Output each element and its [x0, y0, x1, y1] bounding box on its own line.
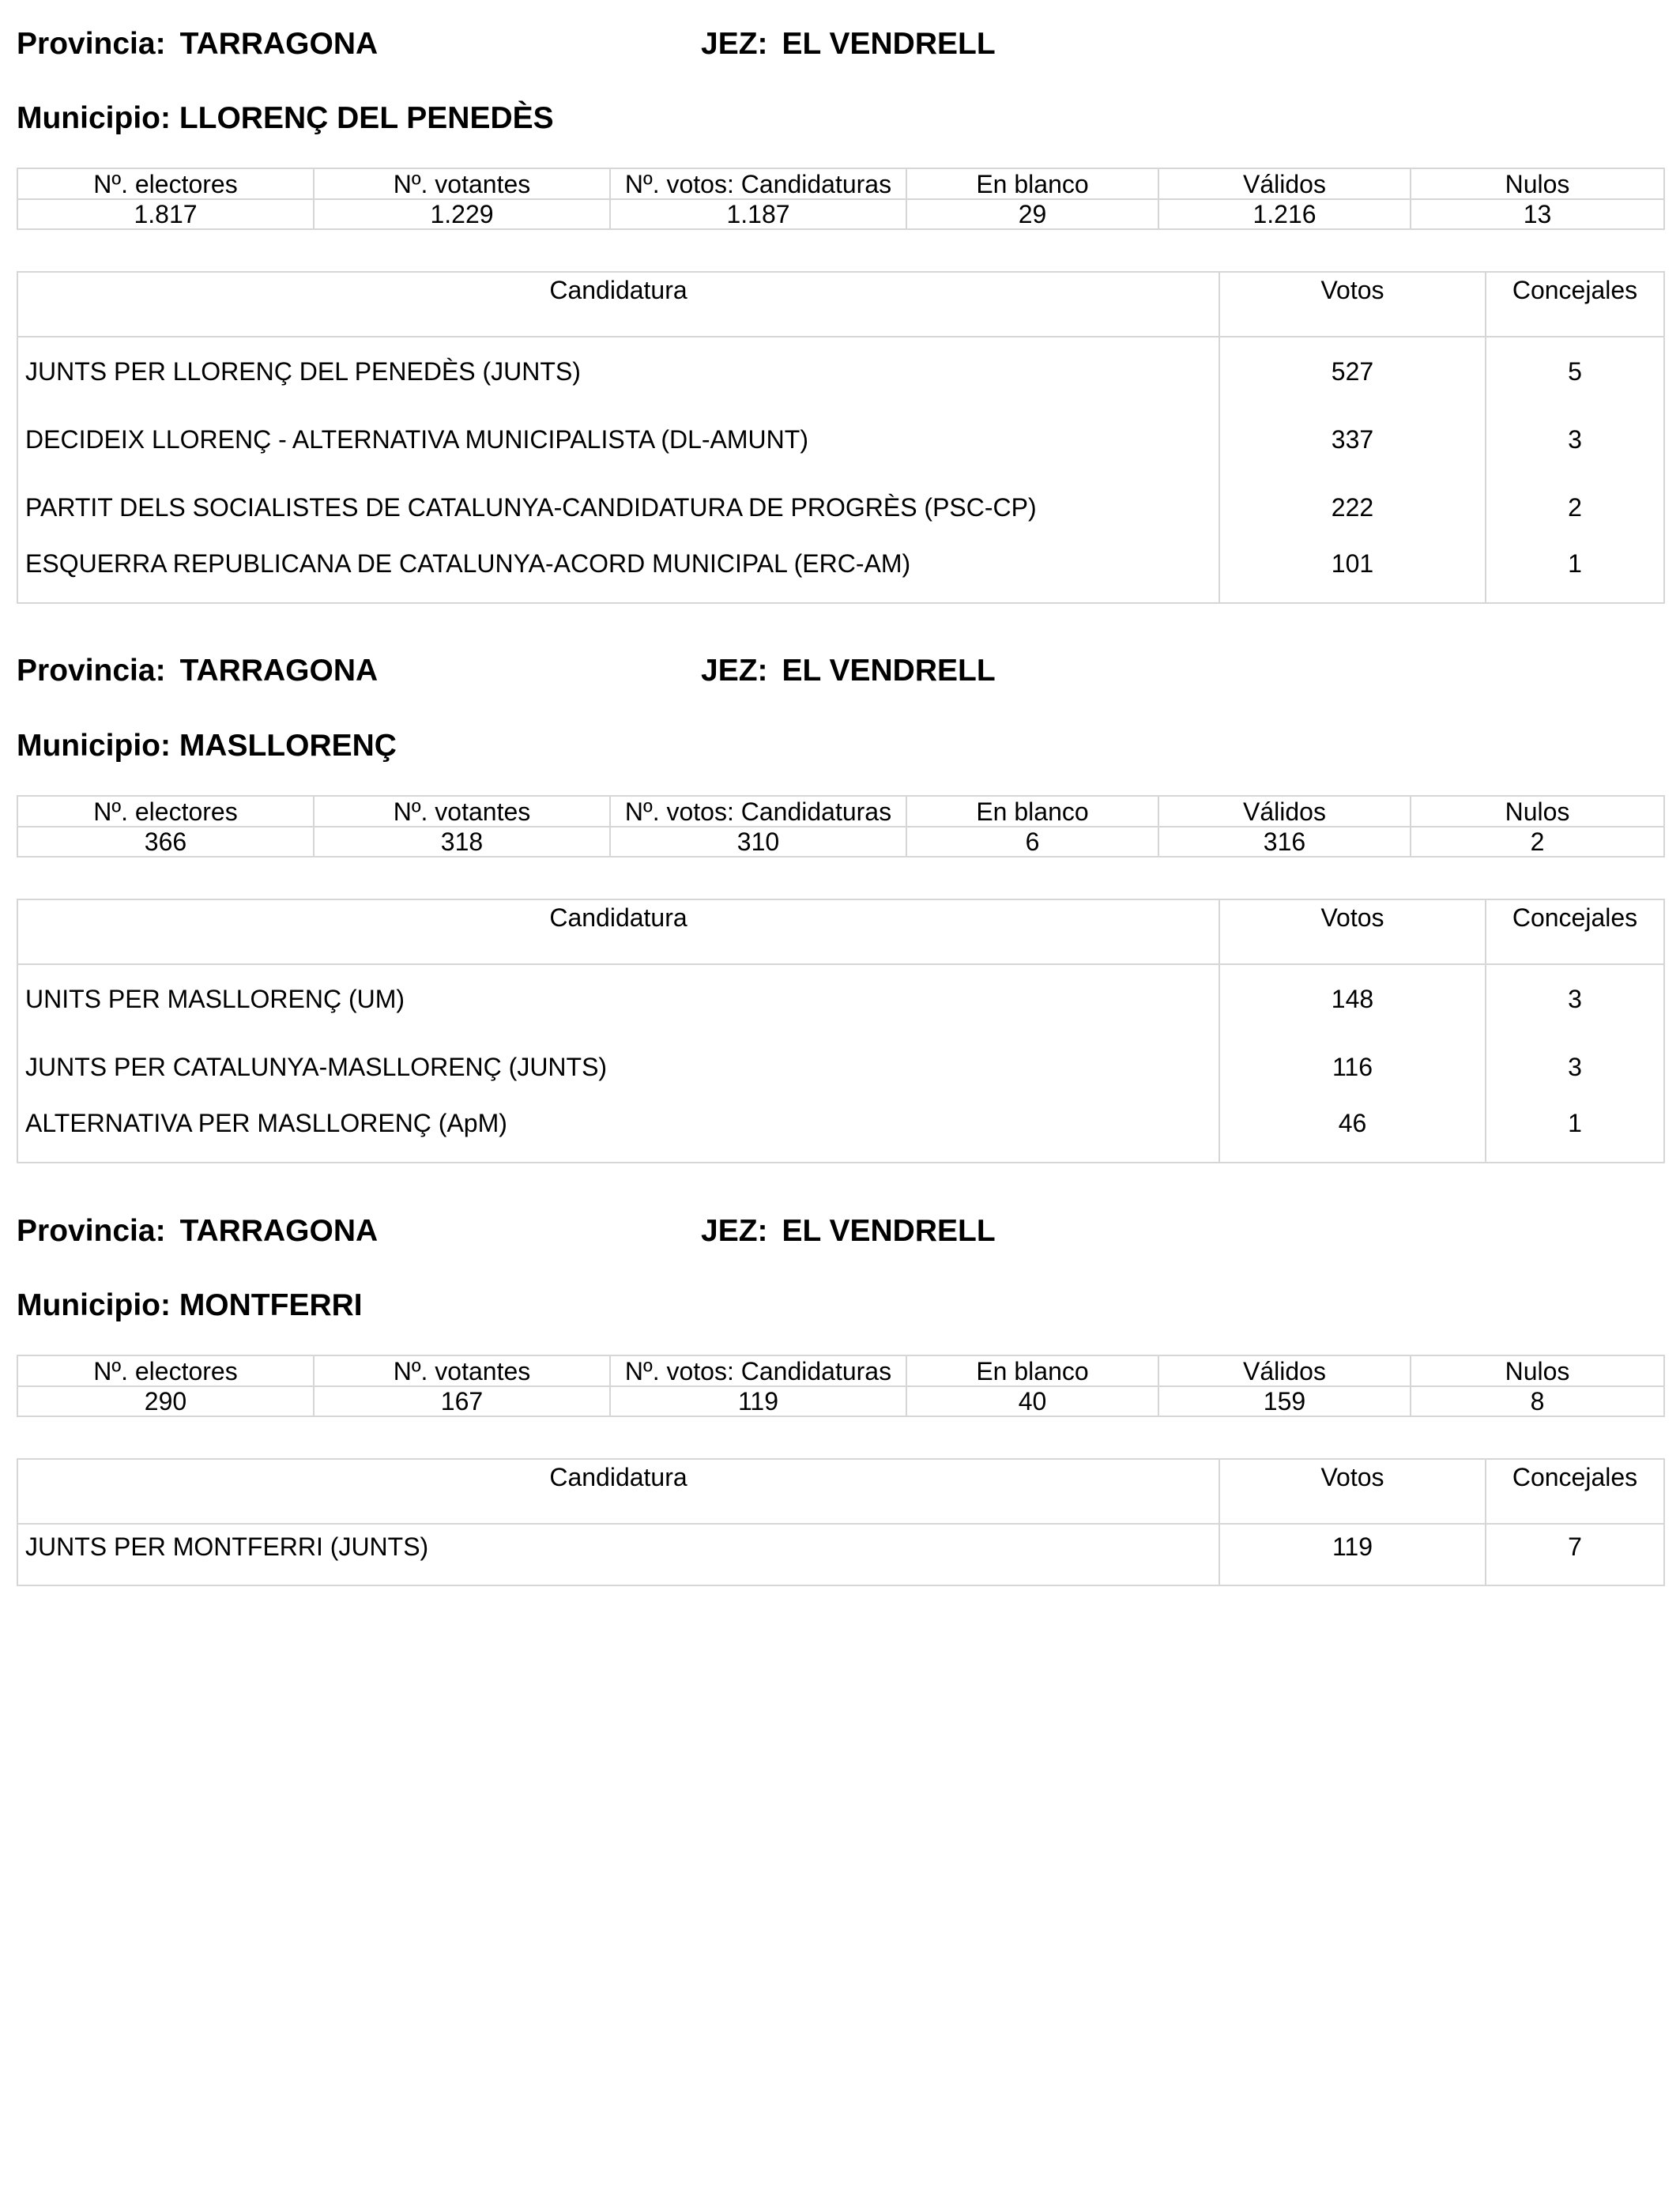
- municipio-value: LLORENÇ DEL PENEDÈS: [179, 101, 554, 135]
- candidatura-concejales: 3: [1486, 1033, 1664, 1101]
- results-header-row: [17, 272, 1664, 337]
- jez-heading: [701, 652, 996, 690]
- candidatura-concejales: 7: [1486, 1524, 1664, 1585]
- municipio-label: Municipio:: [17, 101, 171, 135]
- summary-header-row: [17, 168, 1664, 199]
- summary-table: [17, 795, 1665, 858]
- municipio-heading: [17, 727, 397, 765]
- summary-header-nulos: Nulos: [1411, 168, 1664, 199]
- summary-header-nulos: Nulos: [1411, 796, 1664, 827]
- municipio-label: Municipio:: [17, 729, 171, 763]
- provincia-value: TARRAGONA: [179, 27, 379, 61]
- summary-header-votos-candidaturas: Nº. votos: Candidaturas: [610, 168, 906, 199]
- results-row: [17, 473, 1664, 541]
- candidatura-concejales: 3: [1486, 964, 1664, 1033]
- jez-label: JEZ:: [701, 1214, 768, 1248]
- candidatura-votos: 148: [1219, 964, 1486, 1033]
- results-header-candidatura: Candidatura: [17, 1459, 1219, 1524]
- summary-value-votos-candidaturas: 1.187: [610, 199, 906, 229]
- provincia-label: Provincia:: [17, 1214, 166, 1248]
- provincia-heading: [17, 1212, 996, 1250]
- summary-value-votantes: 167: [314, 1386, 610, 1416]
- results-table: [17, 271, 1665, 604]
- results-header-row: [17, 1459, 1664, 1524]
- results-row: [17, 541, 1664, 603]
- candidatura-votos: 46: [1219, 1101, 1486, 1163]
- candidatura-votos: 119: [1219, 1524, 1486, 1585]
- municipio-heading: [17, 100, 554, 138]
- summary-value-en-blanco: 6: [906, 827, 1158, 857]
- candidatura-votos: 116: [1219, 1033, 1486, 1101]
- candidatura-concejales: 3: [1486, 405, 1664, 473]
- jez-label: JEZ:: [701, 27, 768, 61]
- summary-header-validos: Válidos: [1158, 1355, 1411, 1386]
- summary-table: [17, 1355, 1665, 1417]
- provincia-label: Provincia:: [17, 654, 166, 688]
- candidatura-name: JUNTS PER MONTFERRI (JUNTS): [17, 1524, 1219, 1585]
- results-header-votos: Votos: [1219, 1459, 1486, 1524]
- results-header-concejales: Concejales: [1486, 1459, 1664, 1524]
- jez-label: JEZ:: [701, 654, 768, 688]
- summary-header-votos-candidaturas: Nº. votos: Candidaturas: [610, 796, 906, 827]
- summary-header-electores: Nº. electores: [17, 1355, 314, 1386]
- candidatura-name: ESQUERRA REPUBLICANA DE CATALUNYA-ACORD MUNICIPAL (ERC-AM): [17, 541, 1219, 603]
- summary-value-validos: 316: [1158, 827, 1411, 857]
- summary-value-votantes: 1.229: [314, 199, 610, 229]
- candidatura-votos: 222: [1219, 473, 1486, 541]
- results-row: [17, 1101, 1664, 1163]
- candidatura-name: JUNTS PER CATALUNYA-MASLLORENÇ (JUNTS): [17, 1033, 1219, 1101]
- summary-value-nulos: 13: [1411, 199, 1664, 229]
- provincia-value: TARRAGONA: [179, 1214, 379, 1248]
- candidatura-votos: 337: [1219, 405, 1486, 473]
- summary-value-votos-candidaturas: 310: [610, 827, 906, 857]
- provincia-heading: [17, 652, 996, 690]
- candidatura-votos: 101: [1219, 541, 1486, 603]
- results-header-candidatura: Candidatura: [17, 899, 1219, 964]
- results-header-concejales: Concejales: [1486, 272, 1664, 337]
- municipio-heading: [17, 1287, 363, 1325]
- summary-value-en-blanco: 40: [906, 1386, 1158, 1416]
- municipio-value: MASLLORENÇ: [179, 729, 397, 763]
- summary-value-electores: 366: [17, 827, 314, 857]
- summary-value-row: [17, 827, 1664, 857]
- provincia-label: Provincia:: [17, 27, 166, 61]
- summary-value-row: [17, 199, 1664, 229]
- results-row: [17, 405, 1664, 473]
- summary-header-votantes: Nº. votantes: [314, 1355, 610, 1386]
- summary-header-electores: Nº. electores: [17, 796, 314, 827]
- candidatura-name: ALTERNATIVA PER MASLLORENÇ (ApM): [17, 1101, 1219, 1163]
- summary-header-row: [17, 1355, 1664, 1386]
- candidatura-name: UNITS PER MASLLORENÇ (UM): [17, 964, 1219, 1033]
- summary-header-votantes: Nº. votantes: [314, 796, 610, 827]
- results-row: [17, 1524, 1664, 1585]
- summary-header-electores: Nº. electores: [17, 168, 314, 199]
- candidatura-concejales: 1: [1486, 541, 1664, 603]
- summary-value-validos: 1.216: [1158, 199, 1411, 229]
- summary-value-votos-candidaturas: 119: [610, 1386, 906, 1416]
- summary-value-validos: 159: [1158, 1386, 1411, 1416]
- results-row: [17, 964, 1664, 1033]
- summary-value-row: [17, 1386, 1664, 1416]
- provincia-value: TARRAGONA: [179, 654, 379, 688]
- results-header-row: [17, 899, 1664, 964]
- summary-value-nulos: 8: [1411, 1386, 1664, 1416]
- candidatura-concejales: 5: [1486, 337, 1664, 405]
- summary-header-nulos: Nulos: [1411, 1355, 1664, 1386]
- results-header-candidatura: Candidatura: [17, 272, 1219, 337]
- summary-value-nulos: 2: [1411, 827, 1664, 857]
- summary-header-row: [17, 796, 1664, 827]
- jez-heading: [701, 1212, 996, 1250]
- candidatura-concejales: 2: [1486, 473, 1664, 541]
- municipio-value: MONTFERRI: [179, 1288, 363, 1322]
- jez-heading: [701, 25, 996, 63]
- municipio-label: Municipio:: [17, 1288, 171, 1322]
- results-row: [17, 1033, 1664, 1101]
- summary-header-en-blanco: En blanco: [906, 1355, 1158, 1386]
- summary-value-votantes: 318: [314, 827, 610, 857]
- results-row: [17, 337, 1664, 405]
- jez-value: EL VENDRELL: [782, 654, 996, 688]
- results-header-votos: Votos: [1219, 899, 1486, 964]
- summary-header-validos: Válidos: [1158, 168, 1411, 199]
- results-header-concejales: Concejales: [1486, 899, 1664, 964]
- summary-table: [17, 168, 1665, 230]
- jez-value: EL VENDRELL: [782, 27, 996, 61]
- candidatura-name: PARTIT DELS SOCIALISTES DE CATALUNYA-CANDIDATURA DE PROGRÈS (PSC-CP): [17, 473, 1219, 541]
- candidatura-name: JUNTS PER LLORENÇ DEL PENEDÈS (JUNTS): [17, 337, 1219, 405]
- results-header-votos: Votos: [1219, 272, 1486, 337]
- candidatura-name: DECIDEIX LLORENÇ - ALTERNATIVA MUNICIPALISTA (DL-AMUNT): [17, 405, 1219, 473]
- summary-header-en-blanco: En blanco: [906, 168, 1158, 199]
- summary-header-en-blanco: En blanco: [906, 796, 1158, 827]
- summary-value-en-blanco: 29: [906, 199, 1158, 229]
- summary-header-votos-candidaturas: Nº. votos: Candidaturas: [610, 1355, 906, 1386]
- summary-value-electores: 1.817: [17, 199, 314, 229]
- summary-value-electores: 290: [17, 1386, 314, 1416]
- provincia-heading: [17, 25, 996, 63]
- candidatura-votos: 527: [1219, 337, 1486, 405]
- results-table: [17, 899, 1665, 1163]
- results-table: [17, 1458, 1665, 1586]
- candidatura-concejales: 1: [1486, 1101, 1664, 1163]
- jez-value: EL VENDRELL: [782, 1214, 996, 1248]
- summary-header-validos: Válidos: [1158, 796, 1411, 827]
- summary-header-votantes: Nº. votantes: [314, 168, 610, 199]
